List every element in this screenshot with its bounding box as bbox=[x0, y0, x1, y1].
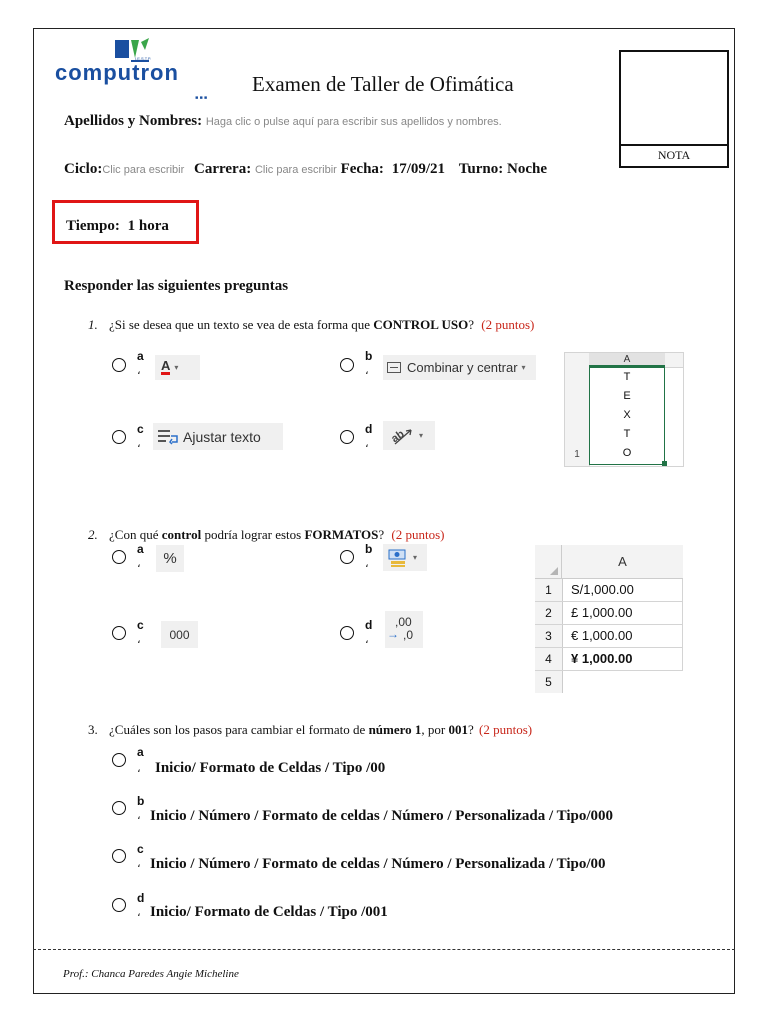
ciclo-field[interactable]: Clic para escribir bbox=[102, 164, 185, 176]
logo-small-text: I.E.S.T.P. bbox=[135, 56, 152, 61]
q1-option-c-letter: c bbox=[137, 422, 144, 436]
sheet-row bbox=[535, 648, 683, 671]
row-number: 4 bbox=[535, 648, 563, 670]
sheet-row bbox=[535, 671, 683, 693]
option-comma: ، bbox=[365, 438, 369, 450]
option-comma: ، bbox=[365, 634, 369, 646]
wrap-text-glyph bbox=[157, 429, 179, 445]
option-comma: ، bbox=[137, 558, 141, 570]
question-text: ¿Si se desea que un texto se vea de esta forma que bbox=[109, 317, 374, 332]
turno-label: Turno: bbox=[458, 161, 504, 177]
q3-option-c-radio[interactable] bbox=[112, 849, 126, 863]
question-text: ¿Con qué bbox=[109, 527, 162, 542]
sheet-row-number: 1 bbox=[574, 449, 580, 460]
sheet-column-header: A bbox=[589, 353, 665, 367]
row-number: 3 bbox=[535, 625, 563, 647]
orientation-glyph bbox=[389, 426, 415, 446]
q2-option-a-letter: a bbox=[137, 542, 144, 556]
q3-option-d-radio[interactable] bbox=[112, 898, 126, 912]
question-keyword: CONTROL USO bbox=[373, 317, 469, 332]
cell-letter: X bbox=[623, 409, 631, 421]
cell-value: € 1,000.00 bbox=[563, 625, 683, 647]
q2-option-a-radio[interactable] bbox=[112, 550, 126, 564]
q2-option-d-radio[interactable] bbox=[340, 626, 354, 640]
q1-option-a-letter: a bbox=[137, 349, 144, 363]
question-text-end: ? bbox=[468, 317, 475, 332]
q1-option-a-radio[interactable] bbox=[112, 358, 126, 372]
nombres-label: Apellidos y Nombres: bbox=[64, 113, 203, 129]
fecha-value: 17/09/21 bbox=[391, 161, 446, 177]
cell-value: ¥ 1,000.00 bbox=[563, 648, 683, 670]
option-comma: ، bbox=[137, 634, 141, 646]
q3-option-c-text: Inicio / Número / Formato de celdas / Número / Personalizada / Tipo/00 bbox=[150, 856, 606, 872]
option-comma: ، bbox=[365, 365, 369, 377]
carrera-label: Carrera: bbox=[194, 161, 252, 177]
footer-text: Prof.: Chanca Paredes Angie Micheline bbox=[63, 968, 239, 980]
fecha-label: Fecha: bbox=[340, 161, 384, 177]
q2-option-c-letter: c bbox=[137, 618, 144, 632]
q1-sheet-preview bbox=[564, 352, 684, 467]
orientation-icon[interactable]: ab ▾ bbox=[383, 421, 435, 450]
q1-option-c-radio[interactable] bbox=[112, 430, 126, 444]
cell-value: S/1,000.00 bbox=[563, 579, 683, 601]
fill-handle bbox=[662, 461, 667, 466]
q1-option-b-letter: b bbox=[365, 349, 373, 363]
sheet-corner bbox=[565, 353, 590, 368]
cell-value bbox=[563, 671, 682, 693]
sheet-rows bbox=[535, 579, 683, 693]
q2-option-b-radio[interactable] bbox=[340, 550, 354, 564]
q3-option-a-radio[interactable] bbox=[112, 753, 126, 767]
sheet-row bbox=[535, 602, 683, 625]
percent-style-icon[interactable]: % bbox=[156, 545, 184, 572]
cell-letter: E bbox=[623, 390, 631, 402]
tiempo-value: 1 hora bbox=[127, 218, 169, 234]
svg-text:■ ■ ■: ■ ■ ■ bbox=[195, 95, 207, 101]
q3-option-a-text: Inicio/ Formato de Celdas / Tipo /00 bbox=[155, 760, 386, 776]
info-row bbox=[64, 161, 547, 178]
q3-option-b-radio[interactable] bbox=[112, 801, 126, 815]
question-number: 1. bbox=[88, 317, 98, 332]
q3-option-b-letter: b bbox=[137, 794, 145, 808]
row-number: 5 bbox=[535, 671, 563, 693]
question-keyword: número 1 bbox=[368, 722, 422, 737]
question-text-mid: podría lograr estos bbox=[201, 527, 305, 542]
question-text-end: ? bbox=[378, 527, 385, 542]
option-comma: ، bbox=[137, 907, 141, 919]
accounting-format-icon[interactable]: ▾ bbox=[383, 544, 427, 571]
sheet-column-header: A bbox=[562, 545, 683, 579]
q3-option-d-letter: d bbox=[137, 891, 145, 905]
q1-option-d-radio[interactable] bbox=[340, 430, 354, 444]
logo-text: computron bbox=[55, 60, 179, 85]
merge-center-label: Combinar y centrar bbox=[407, 360, 518, 375]
increase-decimal-icon[interactable] bbox=[385, 611, 423, 648]
nota-box[interactable] bbox=[619, 50, 729, 168]
question-text: ¿Cuáles son los pasos para cambiar el formato de bbox=[109, 722, 369, 737]
question-2 bbox=[88, 527, 445, 543]
increase-decimal-glyph: ,00 → ,0 bbox=[387, 614, 414, 642]
option-comma: ، bbox=[137, 365, 141, 377]
sheet-corner bbox=[535, 545, 562, 579]
footer-divider bbox=[33, 949, 735, 950]
cell-value: £ 1,000.00 bbox=[563, 602, 683, 624]
font-color-icon[interactable]: A ▾ bbox=[155, 355, 200, 380]
question-points: (2 puntos) bbox=[479, 722, 533, 737]
question-number: 2. bbox=[88, 527, 98, 542]
merge-center-icon[interactable]: Combinar y centrar ▾ bbox=[383, 355, 536, 380]
option-comma: ، bbox=[137, 810, 141, 822]
option-comma: ، bbox=[137, 763, 141, 775]
question-keyword: control bbox=[161, 527, 202, 542]
question-points: (2 puntos) bbox=[481, 317, 535, 332]
q3-option-d-text: Inicio/ Formato de Celdas / Tipo /001 bbox=[150, 904, 388, 920]
question-keyword-2: FORMATOS bbox=[304, 527, 379, 542]
wrap-text-label: Ajustar texto bbox=[183, 428, 261, 445]
cell-letter: O bbox=[622, 447, 632, 459]
tiempo-label: Tiempo: bbox=[66, 218, 120, 234]
nota-label: NOTA bbox=[621, 144, 727, 166]
q2-sheet-preview bbox=[535, 545, 683, 689]
question-1 bbox=[88, 317, 534, 333]
question-text-end: ? bbox=[468, 722, 474, 737]
cell-letter: T bbox=[623, 371, 631, 383]
sheet-row bbox=[535, 625, 683, 648]
q3-option-b-text: Inicio / Número / Formato de celdas / Número / Personalizada / Tipo/000 bbox=[150, 808, 614, 824]
row-number: 1 bbox=[535, 579, 563, 601]
q3-option-a-letter: a bbox=[137, 745, 144, 759]
question-text-mid: , por bbox=[421, 722, 449, 737]
decimal-label: ,00 bbox=[395, 614, 412, 629]
option-comma: ، bbox=[137, 438, 141, 450]
sheet-row bbox=[535, 579, 683, 602]
option-comma: ، bbox=[137, 858, 141, 870]
option-comma: ، bbox=[365, 558, 369, 570]
comma-style-icon[interactable]: 000 bbox=[161, 621, 198, 648]
turno-value: Noche bbox=[507, 161, 547, 177]
question-keyword-2: 001 bbox=[448, 722, 469, 737]
sheet-header-filler bbox=[665, 353, 683, 368]
cell-letter: T bbox=[623, 428, 631, 440]
q2-option-b-letter: b bbox=[365, 542, 373, 556]
tiempo-box bbox=[52, 200, 199, 244]
wrap-text-icon[interactable] bbox=[153, 423, 283, 450]
section-title: Responder las siguientes preguntas bbox=[64, 278, 289, 294]
computron-logo bbox=[55, 38, 210, 100]
question-number: 3. bbox=[88, 722, 98, 737]
q1-option-b-radio[interactable] bbox=[340, 358, 354, 372]
sheet-vertical-cell bbox=[589, 367, 665, 465]
question-points: (2 puntos) bbox=[391, 527, 445, 542]
row-number: 2 bbox=[535, 602, 563, 624]
nombres-field[interactable]: Haga clic o pulse aquí para escribir sus apellidos y nombres. bbox=[205, 116, 502, 128]
q1-option-d-letter: d bbox=[365, 422, 373, 436]
carrera-field[interactable]: Clic para escribir bbox=[254, 164, 337, 176]
svg-text:ab: ab bbox=[389, 427, 407, 445]
ciclo-label: Ciclo: bbox=[64, 161, 103, 177]
q2-option-c-radio[interactable] bbox=[112, 626, 126, 640]
q3-option-c-letter: c bbox=[137, 842, 144, 856]
q2-option-d-letter: d bbox=[365, 618, 373, 632]
question-3 bbox=[88, 722, 532, 738]
exam-title: Examen de Taller de Ofimática bbox=[252, 72, 514, 96]
nombres-row bbox=[64, 113, 502, 130]
accounting-glyph bbox=[387, 548, 409, 568]
